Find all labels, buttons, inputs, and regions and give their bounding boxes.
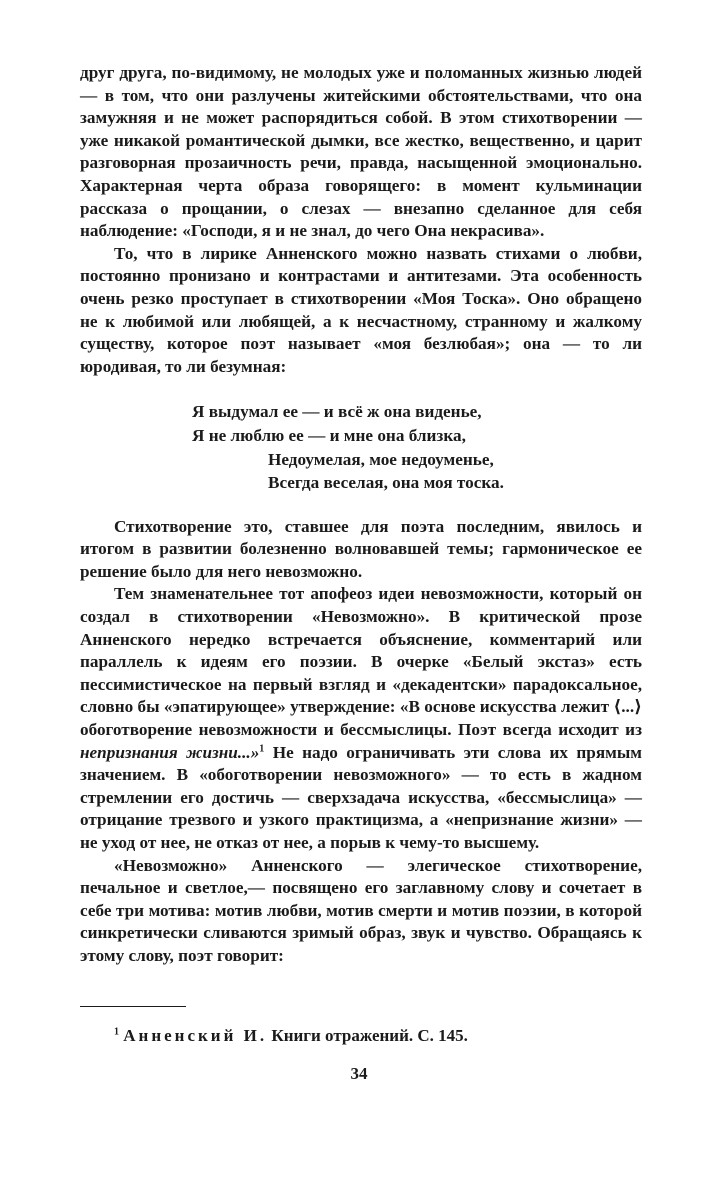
paragraph-1: друг друга, по-видимому, не молодых уже и поломанных жизнью людей — в том, что они разлучены житейскими обстоятельствами, что она замужняя и не может распорядиться собой. В этом стихотворении — уже никакой романтической дымки, все жестко, вещественно, и царит разговорная прозаичность речи, правда, насыщенной эмоционально. Характерная черта образа говорящего: в момент кульминации рассказа о прощании, о слезах — внезапно сделанное для себя наблюдение: «Господи, я и не знал, до чего Она некрасива». (80, 63, 642, 241)
paragraph-5: «Невозможно» Анненского — элегическое стихотворение, печальное и светлое,— посвящено его заглавному слову и сочетает в себе три мотива: мотив любви, мотив смерти и мотив поэзии, в которой синкретически сливаются зримый образ, звук и чувство. Обращаясь к этому слову, поэт говорит: (80, 855, 642, 965)
verse-line: Всегда веселая, она моя тоска. (268, 473, 504, 493)
footnote-author: Анненский И. (123, 1026, 268, 1045)
verse-line: Я выдумал ее — и всё ж она виденье, (192, 402, 482, 422)
footnote-marker: 1 (114, 1026, 119, 1038)
page-number: 34 (350, 1064, 368, 1083)
footnote-ref[interactable]: 1 (259, 742, 265, 754)
paragraph-4 (80, 583, 642, 854)
page-body (80, 62, 642, 968)
paragraph-2: То, что в лирике Анненского можно назвать стихами о любви, постоянно пронизано и контрастами и антитезами. Эта особенность очень резко проступает в стихотворении «Моя Тоска». Оно обращено не к любимой или любящей, а к несчастному, странному и жалкому существу, которое поэт называет «моя безлюбая»; она — то ли юродивая, то ли безумная: (80, 243, 642, 376)
verse-line: Я не люблю ее — и мне она близка, (192, 425, 466, 445)
footnote (114, 1026, 468, 1046)
paragraph-3: Стихотворение это, ставшее для поэта последним, явилось и итогом в развитии болезненно волновавшей темы; гармоническое ее решение было для него невозможно. (80, 516, 642, 581)
paragraph-4-text-b: Не надо ограничивать эти слова их прямым значением. В «обоготворении невозможного» — то есть в жадном стремлении его достичь — сверхзадача искусства, «бессмыслица» — отрицание трезвого и узкого практицизма, а «непризнание жизни» — не уход от нее, не отказ от нее, а порыв к чему-то высшему. (80, 742, 642, 852)
paragraph-4-text-a: Тем знаменательнее тот апофеоз идеи невозможности, который он создал в стихотворении «Невозможно». В критической прозе Анненского нередко встречается объяснение, комментарий или параллель к идеям его поэзии. В очерке «Белый экстаз» есть пессимистическое на первый взгляд и «декадентски» парадоксальное, словно бы «эпатирующее» утверждение: «В основе искусства лежит ⟨...⟩ обоготворение невозможности и бессмыслицы. Поэт всегда исходит из (80, 584, 642, 740)
footnote-source: Книги отражений. С. 145. (271, 1026, 468, 1045)
verse-quote (80, 400, 642, 494)
paragraph-4-italic: непризнания жизни...» (80, 742, 260, 762)
verse-line: Недоумелая, мое недоуменье, (268, 449, 494, 469)
footnote-divider (80, 1006, 186, 1007)
